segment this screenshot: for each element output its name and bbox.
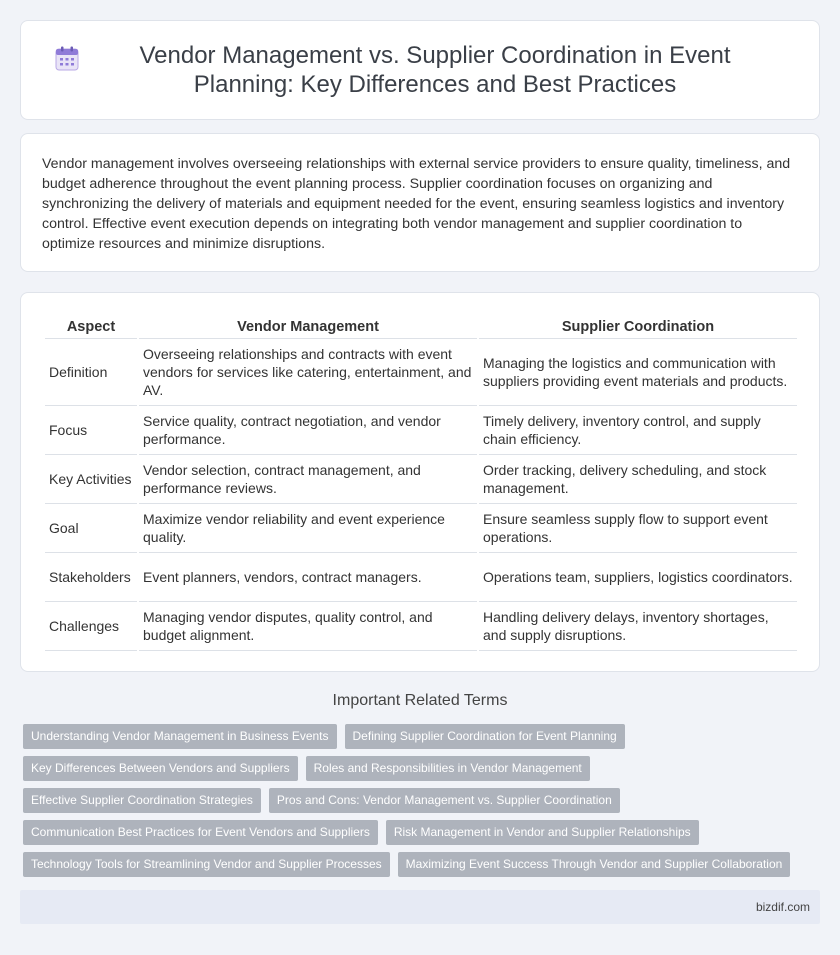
vendor-cell: Maximize vendor reliability and event experience quality. [139, 504, 477, 553]
related-term-link[interactable]: Maximizing Event Success Through Vendor and Supplier Collaboration [398, 852, 791, 877]
aspect-cell: Focus [45, 406, 137, 455]
table-row [45, 406, 797, 455]
comparison-table [43, 311, 799, 651]
header-aspect: Aspect [45, 311, 137, 339]
aspect-cell: Stakeholders [45, 553, 137, 602]
aspect-cell: Definition [45, 339, 137, 406]
comparison-table-card [20, 292, 820, 672]
related-terms-list [23, 724, 823, 884]
related-term-link[interactable]: Technology Tools for Streamlining Vendor and Supplier Processes [23, 852, 390, 877]
related-terms-heading: Important Related Terms [332, 692, 508, 709]
related-term-link[interactable]: Key Differences Between Vendors and Suppliers [23, 756, 298, 781]
vendor-cell: Overseeing relationships and contracts with event vendors for services like catering, entertainment, and AV. [139, 339, 477, 406]
aspect-cell: Key Activities [45, 455, 137, 504]
vendor-cell: Managing vendor disputes, quality control, and budget alignment. [139, 602, 477, 651]
related-term-link[interactable]: Risk Management in Vendor and Supplier Relationships [386, 820, 699, 845]
related-term-link[interactable]: Understanding Vendor Management in Business Events [23, 724, 337, 749]
supplier-cell: Order tracking, delivery scheduling, and stock management. [479, 455, 797, 504]
related-term-link[interactable]: Communication Best Practices for Event Vendors and Suppliers [23, 820, 378, 845]
footer-site-link[interactable]: bizdif.com [755, 900, 810, 914]
vendor-cell: Service quality, contract negotiation, and vendor performance. [139, 406, 477, 455]
supplier-cell: Managing the logistics and communication with suppliers providing event materials and products. [479, 339, 797, 406]
table-row [45, 602, 797, 651]
header-supplier-coordination: Supplier Coordination [479, 311, 797, 339]
related-term-link[interactable]: Pros and Cons: Vendor Management vs. Supplier Coordination [269, 788, 620, 813]
table-row [45, 339, 797, 406]
tag-row [23, 820, 823, 846]
tag-row [23, 756, 823, 782]
tag-row [23, 724, 823, 750]
supplier-cell: Ensure seamless supply flow to support event operations. [479, 504, 797, 553]
tag-row [23, 852, 823, 878]
tag-row [23, 788, 823, 814]
vendor-cell: Event planners, vendors, contract managers. [139, 553, 477, 602]
aspect-cell: Challenges [45, 602, 137, 651]
supplier-cell: Handling delivery delays, inventory shortages, and supply disruptions. [479, 602, 797, 651]
supplier-cell: Operations team, suppliers, logistics coordinators. [479, 553, 797, 602]
intro-paragraph: Vendor management involves overseeing relationships with external service providers to ensure quality, timeliness, and budget adherence throughout the event planning process. Supplier coordination focuses on organizing and synchronizing the delivery of materials and equipment needed for the event, ensuring seamless logistics and inventory control. Effective event execution depends on integrating both vendor management and supplier coordination to optimize resources and minimize disruptions. [42, 156, 791, 252]
table-row [45, 553, 797, 602]
aspect-cell: Goal [45, 504, 137, 553]
header-vendor-management: Vendor Management [139, 311, 477, 339]
table-row [45, 504, 797, 553]
related-term-link[interactable]: Effective Supplier Coordination Strategies [23, 788, 261, 813]
footer [20, 890, 820, 924]
vendor-cell: Vendor selection, contract management, and performance reviews. [139, 455, 477, 504]
page-title: Vendor Management vs. Supplier Coordination in Event Planning: Key Differences and Best Practices [139, 42, 731, 98]
table-header-row [45, 311, 797, 339]
title-card [20, 20, 820, 120]
table-row [45, 455, 797, 504]
related-term-link[interactable]: Defining Supplier Coordination for Event Planning [345, 724, 625, 749]
supplier-cell: Timely delivery, inventory control, and supply chain efficiency. [479, 406, 797, 455]
related-term-link[interactable]: Roles and Responsibilities in Vendor Management [306, 756, 590, 781]
intro-card [20, 133, 820, 272]
